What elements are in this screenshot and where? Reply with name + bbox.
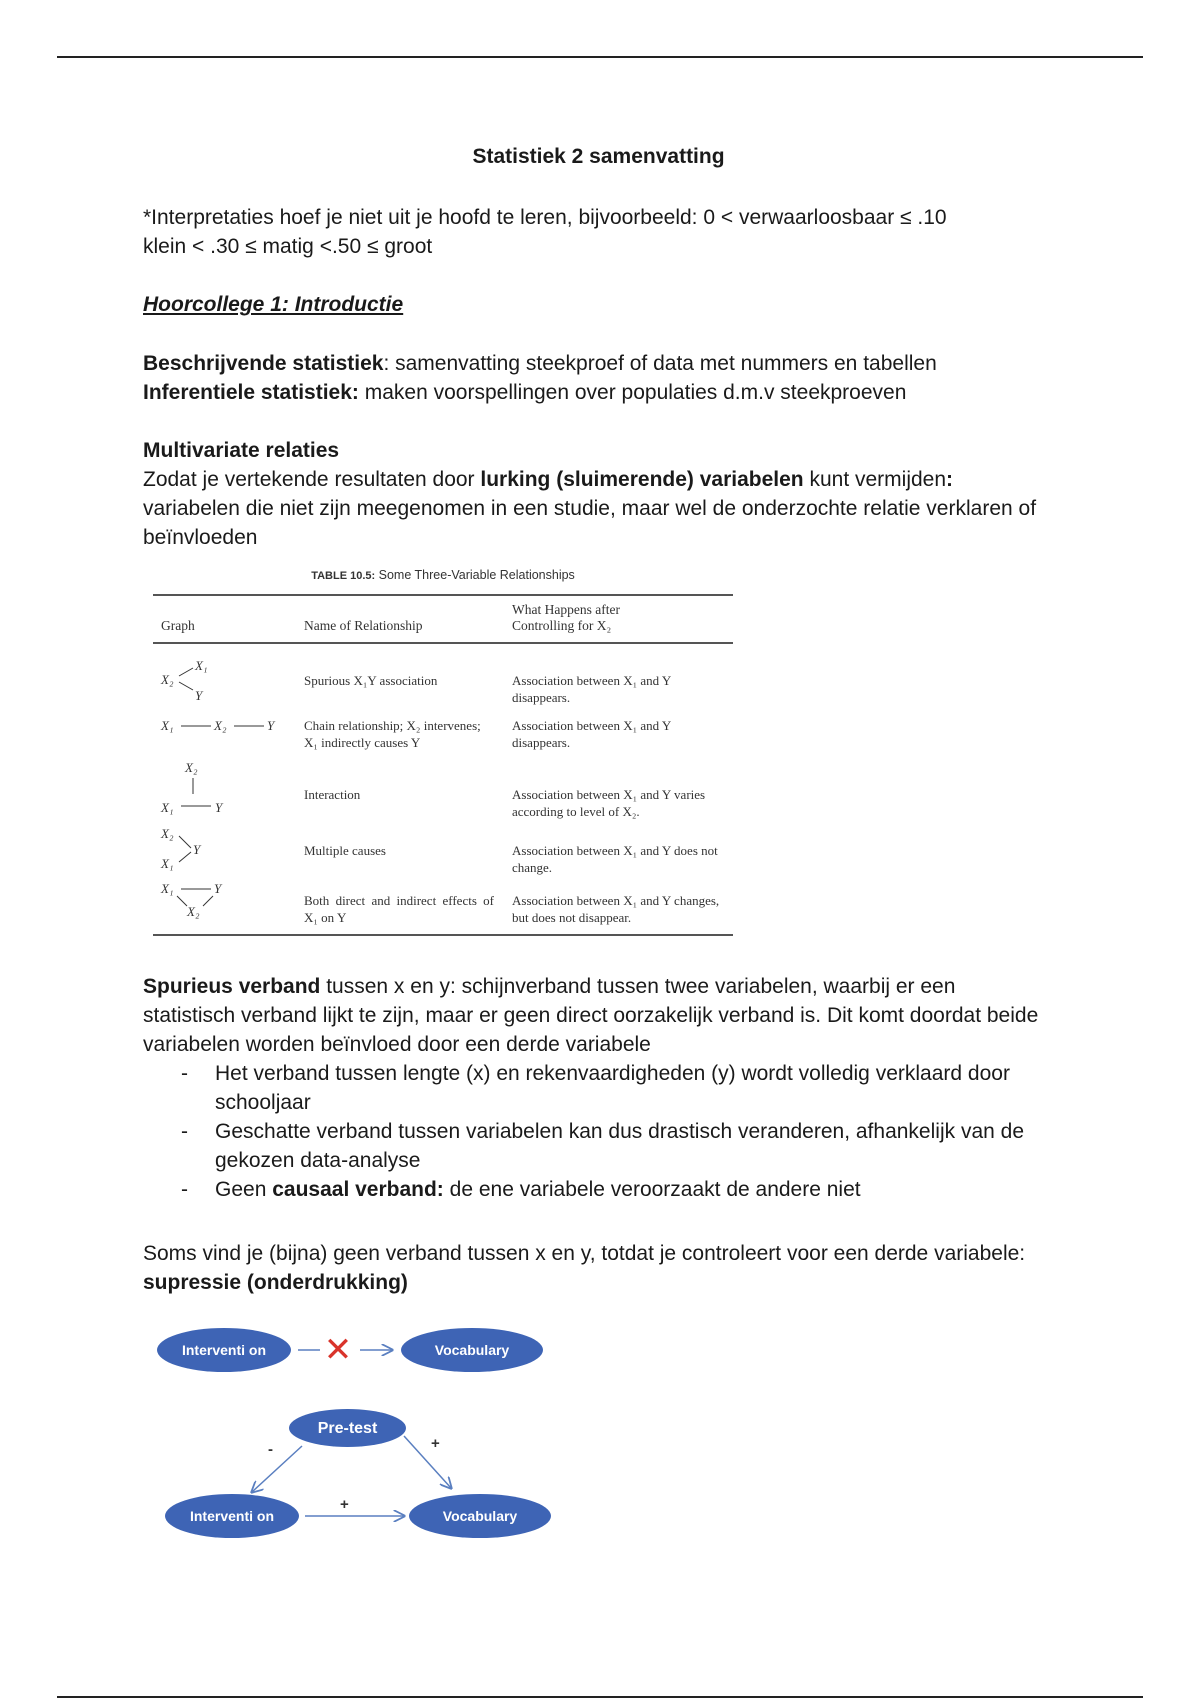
svg-text:Y: Y (195, 688, 203, 703)
table-caption-label: TABLE 10.5: (311, 570, 376, 582)
multivariate-pre: Zodat je vertekende resultaten door (143, 468, 481, 491)
multivariate-heading: Multivariate relaties (143, 439, 340, 462)
suppression-term: supressie (onderdrukking) (143, 1271, 408, 1294)
svg-text:X₁: X₁ (195, 658, 208, 673)
diagram-connectors (0, 0, 600, 1560)
bottom-rule (57, 1696, 1143, 1698)
row-interaction-effect: Association between X₁ and Y varies according to level of X₂. (512, 787, 706, 819)
beschrijvende-text: : samenvatting steekproef of data met nummers en tabellen (383, 352, 937, 375)
suppression-text: Soms vind je (bijna) geen verband tussen x en y, totdat je controleert voor een derde variabele: (143, 1242, 1026, 1265)
svg-text:X₁: X₁ (161, 800, 174, 815)
table-header-name: Name of Relationship (304, 618, 423, 633)
pretest-node: Pre-test (289, 1409, 406, 1447)
bullet-2: - Geschatte verband tussen variabelen kan dus drastisch veranderen, afhankelijk van de gekozen data-analyse (143, 1117, 1043, 1175)
svg-text:Y: Y (214, 881, 222, 896)
lecture-heading: Hoorcollege 1: Introductie (143, 293, 404, 316)
intro-line-2: klein < .30 ≤ matig <.50 ≤ groot (143, 235, 433, 258)
table-header-effect: What Happens after Controlling for X₂ (512, 602, 620, 633)
row-chain-effect: Association between X₁ and Y disappears. (512, 718, 671, 750)
svg-text:X₂: X₂ (187, 904, 200, 919)
bullet-3-term: causaal verband: (272, 1178, 444, 1201)
top-vocabulary-node: Vocabulary (401, 1328, 543, 1372)
cross-icon: ✕ (323, 1330, 353, 1370)
row-spurious-name: Spurious X₁Y association (304, 673, 438, 688)
table-header-graph: Graph (161, 618, 195, 633)
bottom-intervention-node: Interventi on (165, 1494, 299, 1538)
inferentiele-text: maken voorspellingen over populaties d.m.v steekproeven (358, 381, 907, 404)
row-multiple-effect: Association between X₁ and Y does not change. (512, 843, 718, 875)
spurious-term: Spurieus verband (143, 975, 321, 998)
multivariate-post: variabelen die niet zijn meegenomen in een studie, maar wel de onderzochte relatie verklaren of beïnvloeden (143, 497, 1037, 549)
beschrijvende-term: Beschrijvende statistiek (143, 352, 384, 375)
row-direct-indirect-effect: Association between X₁ and Y changes, but does not disappear. (512, 893, 720, 925)
svg-text:Y: Y (267, 718, 275, 733)
sign-negative: - (268, 1441, 273, 1458)
row-multiple-name: Multiple causes (304, 843, 386, 858)
sign-positive-right: + (431, 1435, 440, 1452)
svg-text:X₂: X₂ (161, 826, 174, 841)
bullet-3-post: de ene variabele veroorzaakt de andere niet (443, 1178, 861, 1201)
svg-text:X₁: X₁ (161, 718, 174, 733)
intro-line-1: *Interpretaties hoef je niet uit je hoofd te leren, bijvoorbeeld: 0 < verwaarloosbaar ≤ .10 (143, 206, 947, 229)
row-interaction-name: Interaction (304, 787, 361, 802)
bullet-3-pre: Geen (215, 1178, 273, 1201)
svg-text:Y: Y (215, 800, 223, 815)
row-chain-name: Chain relationship; X₂ intervenes; X₁ indirectly causes Y (304, 718, 481, 750)
row-spurious-effect: Association between X₁ and Y disappears. (512, 673, 671, 705)
pretest-to-intervention-arrow (252, 1446, 302, 1492)
bottom-vocabulary-node: Vocabulary (409, 1494, 551, 1538)
svg-text:X₁: X₁ (161, 881, 174, 896)
sign-positive-bottom: + (340, 1496, 349, 1513)
multivariate-mid: kunt vermijden (803, 468, 947, 491)
row-direct-indirect-name: Both direct and indirect effects of X₁ on Y (304, 893, 494, 925)
multivariate-colon: : (946, 468, 954, 491)
svg-text:X₂: X₂ (185, 760, 198, 775)
table-caption-text: Some Three-Variable Relationships (375, 568, 575, 582)
svg-text:X₂: X₂ (214, 718, 227, 733)
multivariate-term: lurking (sluimerende) variabelen (480, 468, 804, 491)
spurious-text: tussen x en y: schijnverband tussen twee variabelen, waarbij er een statistisch verband lijkt te zijn, maar er geen direct oorzakelijk verband is. Dit komt doordat beide variabelen worden beïnvloed door een derde variabele (143, 975, 1039, 1056)
svg-text:X₁: X₁ (161, 856, 174, 871)
bullet-1: - Het verband tussen lengte (x) en rekenvaardigheden (y) wordt volledig verklaard door schooljaar (143, 1059, 1043, 1117)
pretest-to-vocabulary-arrow (404, 1436, 451, 1488)
svg-text:X₂: X₂ (161, 672, 174, 687)
top-intervention-node: Interventi on (157, 1328, 291, 1372)
inferentiele-term: Inferentiele statistiek: (143, 381, 359, 404)
page-title: Statistiek 2 samenvatting (472, 145, 725, 168)
svg-text:Y: Y (193, 842, 201, 857)
